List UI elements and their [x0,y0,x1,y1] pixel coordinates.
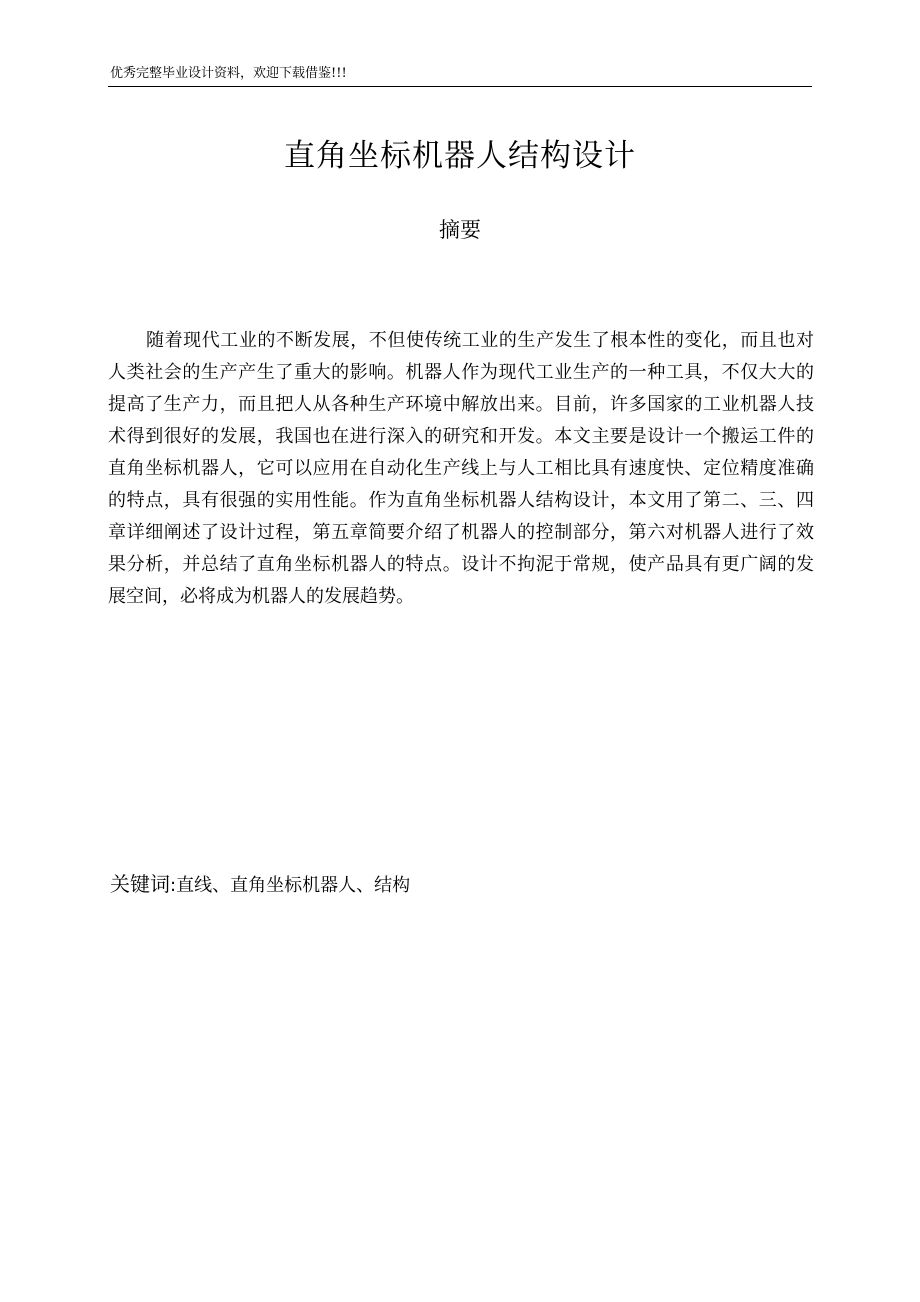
abstract-line: 果分析，并总结了直角坐标机器人的特点。设计不拘泥于常规，使产品具有更广阔的发 [108,554,814,575]
abstract-line: 人类社会的生产产生了重大的影响。机器人作为现代工业生产的一种工具，不仅大大的 [108,362,814,383]
abstract-line: 提高了生产力，而且把人从各种生产环境中解放出来。目前，许多国家的工业机器人技 [108,394,814,415]
keywords-label: 关键词 [110,872,170,896]
abstract-line: 展空间，必将成为机器人的发展趋势。 [108,586,414,607]
keywords-value: 直线、直角坐标机器人、结构 [176,875,411,896]
page-header [108,64,812,87]
document-title: 直角坐标机器人结构设计 [284,138,636,174]
abstract-line: 的特点，具有很强的实用性能。作为直角坐标机器人结构设计，本文用了第二、三、四 [108,490,814,511]
abstract-body [108,325,814,613]
abstract-line: 直角坐标机器人，它可以应用在自动化生产线上与人工相比具有速度快、定位精度准确 [108,458,814,479]
keywords [110,868,410,902]
abstract-line: 术得到很好的发展，我国也在进行深入的研究和开发。本文主要是设计一个搬运工件的 [108,426,814,447]
header-text: 优秀完整毕业设计资料，欢迎下载借鉴!!! [110,66,347,81]
abstract-heading: 摘要 [439,218,481,242]
abstract-line: 随着现代工业的不断发展，不但使传统工业的生产发生了根本性的变化，而且也对 [146,330,814,351]
keywords-separator: : [170,875,177,896]
abstract-line: 章详细阐述了设计过程，第五章简要介绍了机器人的控制部分，第六对机器人进行了效 [108,522,814,543]
